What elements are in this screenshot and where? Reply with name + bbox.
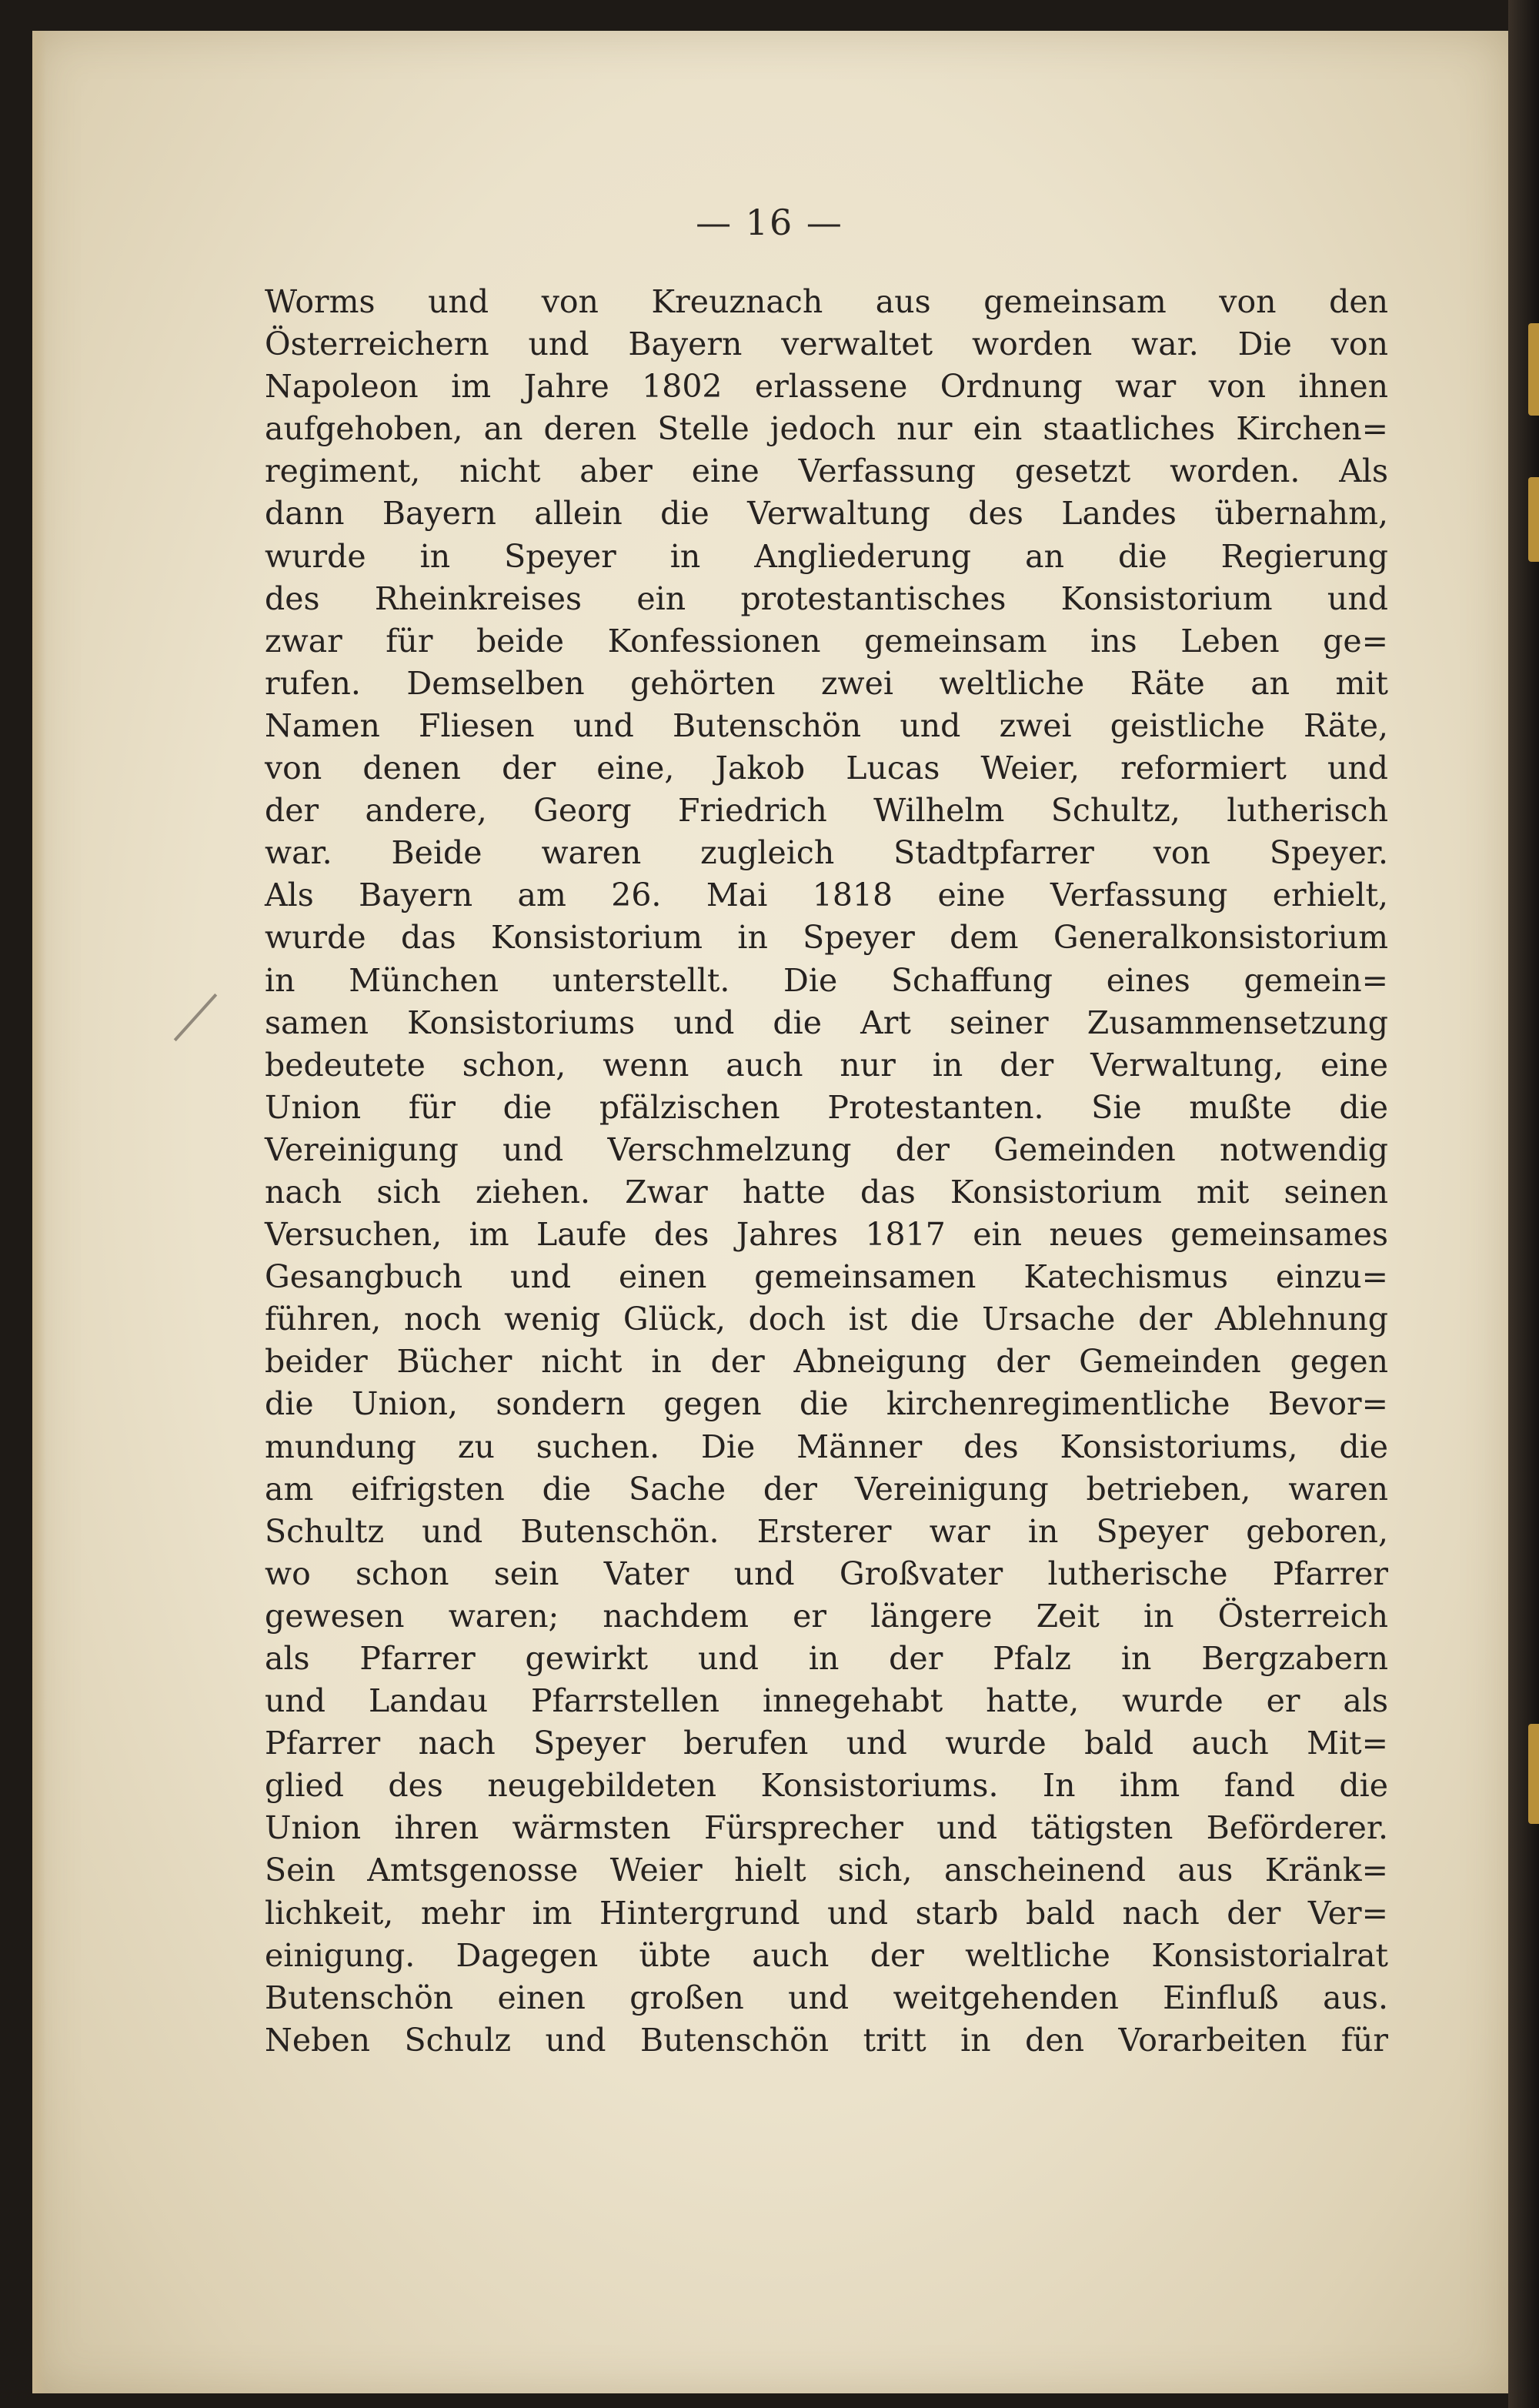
text-line: Österreichern und Bayern verwaltet worden war. Die von — [265, 326, 1388, 363]
book-clasp — [1528, 323, 1539, 416]
text-line: wurde das Konsistorium in Speyer dem Generalkonsistorium — [265, 919, 1388, 957]
text-line: Schultz und Butenschön. Ersterer war in Speyer geboren, — [265, 1512, 1388, 1550]
text-line: Butenschön einen großen und weitgehenden Einfluß aus. — [265, 1979, 1388, 2016]
text-line: nach sich ziehen. Zwar hatte das Konsistorium mit seinen — [265, 1173, 1388, 1211]
text-line: Versuchen, im Laufe des Jahres 1817 ein neues gemeinsames — [265, 1216, 1388, 1254]
text-line: wo schon sein Vater und Großvater lutherische Pfarrer — [265, 1555, 1388, 1592]
text-line: des Rheinkreises ein protestantisches Konsistorium und — [265, 579, 1388, 617]
text-line: Union für die pfälzischen Protestanten. Sie mußte die — [265, 1088, 1388, 1126]
text-line: war. Beide waren zugleich Stadtpfarrer von Speyer. — [265, 834, 1388, 872]
text-line: wurde in Speyer in Angliederung an die Regierung — [265, 537, 1388, 575]
text-line: die Union, sondern gegen die kirchenregimentliche Bevor= — [265, 1385, 1388, 1423]
text-line: einigung. Dagegen übte auch der weltliche Konsistorialrat — [265, 1936, 1388, 1974]
text-line: beider Bücher nicht in der Abneigung der Gemeinden gegen — [265, 1343, 1388, 1381]
text-line: von denen der eine, Jakob Lucas Weier, reformiert und — [265, 750, 1388, 787]
text-line: gewesen waren; nachdem er längere Zeit in Österreich — [265, 1597, 1388, 1635]
text-line: bedeutete schon, wenn auch nur in der Verwaltung, eine — [265, 1046, 1388, 1084]
text-line: glied des neugebildeten Konsistoriums. In ihm fand die — [265, 1767, 1388, 1805]
text-line: zwar für beide Konfessionen gemeinsam ins Leben ge= — [265, 622, 1388, 660]
text-line: in München unterstellt. Die Schaffung eines gemein= — [265, 961, 1388, 999]
text-line: führen, noch wenig Glück, doch ist die Ursache der Ablehnung — [265, 1301, 1388, 1338]
text-line: aufgehoben, an deren Stelle jedoch nur ein staatliches Kirchen= — [265, 410, 1388, 448]
text-line: rufen. Demselben gehörten zwei weltliche Räte an mit — [265, 664, 1388, 702]
text-line: regiment, nicht aber eine Verfassung gesetzt worden. Als — [265, 453, 1388, 490]
text-line: Napoleon im Jahre 1802 erlassene Ordnung war von ihnen — [265, 368, 1388, 406]
book-clasp — [1528, 1724, 1539, 1824]
text-line: Union ihren wärmsten Fürsprecher und tätigsten Beförderer. — [265, 1809, 1388, 1847]
text-line: Namen Fliesen und Butenschön und zwei geistliche Räte, — [265, 706, 1388, 744]
body-text — [265, 281, 1388, 2062]
text-line: Als Bayern am 26. Mai 1818 eine Verfassung erhielt, — [265, 877, 1388, 914]
book-clasp — [1528, 477, 1539, 562]
text-line: lichkeit, mehr im Hintergrund und starb bald nach der Ver= — [265, 1894, 1388, 1932]
text-line: am eifrigsten die Sache der Vereinigung betrieben, waren — [265, 1470, 1388, 1508]
text-line: Gesangbuch und einen gemeinsamen Katechismus einzu= — [265, 1258, 1388, 1296]
text-line: samen Konsistoriums und die Art seiner Zusammensetzung — [265, 1004, 1388, 1041]
text-line: als Pfarrer gewirkt und in der Pfalz in Bergzabern — [265, 1640, 1388, 1677]
text-line: der andere, Georg Friedrich Wilhelm Schultz, lutherisch — [265, 792, 1388, 830]
text-line: Vereinigung und Verschmelzung der Gemeinden notwendig — [265, 1131, 1388, 1168]
text-line: mundung zu suchen. Die Männer des Konsistoriums, die — [265, 1428, 1388, 1465]
text-line: dann Bayern allein die Verwaltung des Landes übernahm, — [265, 495, 1388, 533]
text-line: Pfarrer nach Speyer berufen und wurde bald auch Mit= — [265, 1725, 1388, 1762]
text-line: Sein Amtsgenosse Weier hielt sich, anscheinend aus Kränk= — [265, 1852, 1388, 1889]
page-number: — 16 — — [696, 202, 843, 243]
text-line: Worms und von Kreuznach aus gemeinsam von den — [265, 283, 1388, 320]
page-edge-shadow — [32, 31, 46, 2393]
text-line: Neben Schulz und Butenschön tritt in den Vorarbeiten für — [265, 2021, 1388, 2059]
text-line: und Landau Pfarrstellen innegehabt hatte, wurde er als — [265, 1682, 1388, 1720]
